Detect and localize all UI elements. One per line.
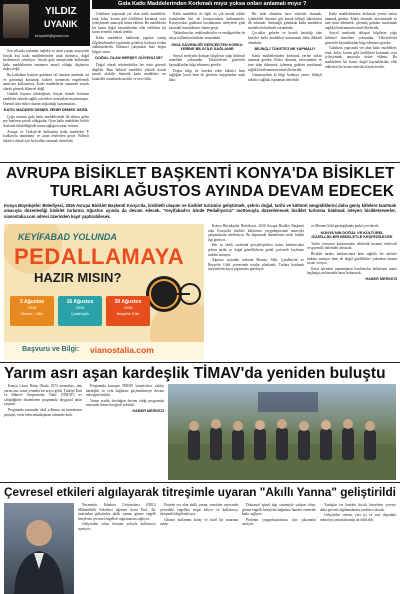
feature-subheading-4: BİLİNÇLİ TÜKETİCİ NE YAPMALI? bbox=[254, 47, 316, 52]
story3-col-4: Yanlışlar ise hareket kısıtlı bireylerin çevreyi daha güvenli algılamalarına yardımcı olacak. Geliştirilen sistem, yurt içi ve yurt dışındaki teknoloji yarışmalarında da ödül aldı. bbox=[320, 503, 396, 522]
researcher-portrait bbox=[4, 503, 74, 594]
story2-byline: HABER MERKEZİ bbox=[132, 408, 164, 413]
divider-1 bbox=[0, 162, 400, 163]
story1-headline-line2: TURLARI AĞUSTOS AYINDA DEVAM EDECEK bbox=[50, 183, 395, 200]
poster-title: PEDALLAMAYA bbox=[14, 244, 185, 269]
columnist-avatar bbox=[3, 4, 29, 38]
divider-3 bbox=[0, 482, 400, 483]
poster-footer-site[interactable]: vianostalia.com bbox=[90, 345, 154, 355]
columnist-surname: UYANIK bbox=[44, 19, 78, 29]
timav-group-photo bbox=[168, 384, 396, 480]
story1-subheading: KONYA'NIN DOĞAL VE KÜLTÜREL GÜZELLİKLERİ BİSİKLETLE KEŞFEDİLECEK bbox=[311, 230, 393, 240]
story1-byline: HABER MERKEZİ bbox=[365, 276, 397, 281]
feature-col-5: Katkı maddelerinden korkmak yerine onları tanımak gerekir. Etiket okumak, mevsiminde ve taze ürün tüketmek, işlenmiş gıdaları sınırlamak sağlıklı beslenmenin temel ilkeleridir. Sosyal medyada dolaşan bilgilerin çoğu bilimsel temelden yoksundur. Tüketicilerin güvenilir kaynaklardan bilgi edinmesi gerekir. Gıdaların yapısında yer alan katkı maddeleri; renk, koku, kıvam gibi özellikleri korumak veya iyileştirmek amacıyla ürüne eklenir. Bu maddelerin bir kısmı doğal kaynaklardan elde edilirken bir kısmı sentetik olarak üretilir. bbox=[325, 12, 397, 69]
columnist-subheading: KATKI MADDESİ DEMEK ZEHİR DEMEK DEĞİL bbox=[3, 108, 89, 113]
poster-date-3: 30 Ağustos 2026 Beyşehir Gölü bbox=[106, 296, 150, 326]
feature-col-2: Gıdaların yapısında yer alan katkı maddeleri; renk, koku, kıvam gibi özellikleri korumak veya iyileştirmek amacıyla ürüne eklenir. Bu maddelerin bir kısmı doğal kaynaklardan elde edilirken bir kısmı sentetik olarak üretilir. Katkı maddeleri hakkında yapılan yanlış bilgilendirmeler toplumda gereksiz korkuya neden olabilmektedir. Bilimsel çalışmalar bize doğru bilgiyi sunar. DOĞAL OLAN HERŞEY GÜVENLİ Mİ? Doğal olarak nitelendirilen her ürün güvenli değildir. Bazı bitkisel maddeler yüksek dozda zararlı olabilir. Sentetik katkı maddeleri ise kontrollü ortamlarda üretilir ve test edilir. bbox=[92, 12, 166, 81]
poster-footer-label: Başvuru ve Bilgi: bbox=[22, 346, 80, 353]
story3-col-3: Dokunsal işitsel algı sistemiyle çalışan cihaz, görme engelli bireylerin bağımsız hareket etmesine katkı sağlıyor. Projenin yaygınlaştırılması için çalışmalar sürüyor. bbox=[242, 503, 316, 527]
story1-col-mid: Konya Büyükşehir Belediyesi, 2026 Avrupa Bisiklet Başkenti olan Konya'da bisiklet kültürünü yaygınlaştırmak amacıyla çalışmalarını sürdürüyor. Bu kapsamda düzenlenen turlar büyük ilgi görüyor. Her ay farklı rotalarda gerçekleştirilen turlar, katılımcılara şehrin tarihi ve doğal güzelliklerini pedal çevirerek keşfetme imkânı sunuyor. Ağustos ayındaki turlarda Meram, Sille, Çatalhöyük ve Beyşehir Gölü çevresinde rotalar planlandı. Turlara katılmak isteyenlerin kayıt yaptırması gerekiyor. bbox=[208, 224, 304, 272]
feature-col-4: Bir ürün almadan önce etiketini okumak, içindekiler listesine göz atmak bilinçli tüketicinin ilk adımıdır. Ambalajlı gıdalarda katkı maddeleri mutlaka belirtilmek zorundadır. Çocuklar, gebeler ve kronik hastalığı olan bireyler katkı maddeleri konusunda daha dikkatli olmalıdır. BİLİNÇLİ TÜKETİCİ NE YAPMALI? Katkı maddelerinden korkmak yerine onları tanımak gerekir. Etiket okumak, mevsiminde ve taze ürün tüketmek, işlenmiş gıdaları sınırlamak sağlıklı beslenmenin temel ilkeleridir. Unutmayalım ki bilgi korkuyu yener; bilinçli tüketici sağlıklı toplumun temelidir. bbox=[248, 12, 322, 82]
columnist-email[interactable]: kenyabitil@gmail.com bbox=[35, 34, 70, 38]
poster-script: KEYİFABAD YOLUNDA bbox=[18, 232, 117, 242]
columnist-name: YILDIZ bbox=[45, 6, 77, 17]
story3-col-2: Projede yer alan akıllı yanna, sensörler sayesinde çevredeki engelleri tespit ediyor ve kullanıcıyı titreşimle bilgilendiriyor. Cihazın kullanımı kolay ve hafif bir tasarıma sahip. bbox=[160, 503, 238, 527]
story1-headline-line1: AVRUPA BİSİKLET BAŞKENTİ KONYA'DA BİSİKLET bbox=[6, 165, 395, 182]
story1-col-right: ve Meram Gölü güzergâhında pedal çevrilecek. KONYA'NIN DOĞAL VE KÜLTÜREL GÜZELLİKLERİ BİSİKLETLE KEŞFEDİLECEK Turlar süresince katılımcılara rehberlik hizmeti verilecek ve güvenlik önlemleri alınacak. Bisiklet turları, katılımcılara hem sağlıklı bir aktivite imkânı sunuyor hem de doğal güzellikleri yakından tanıma fırsatı veriyor. Kayıt işlemleri tamamlanan katılımcılar belirlenen saatte başlangıç noktasında hazır bulunacak. HABER MERKEZİ bbox=[307, 224, 397, 281]
feature-col-3: Katkı maddeleri ile ilgili en çok merak edilen konulardan biri de koruyucuların kullanımıdır. Koruyucular gıdaların bozulmasını önleyerek gıda kaynaklı hastalıkların önüne geçer. Tatlandırıcılar, renklendiriciler ve emülgatörler de sıkça kullanılan katkılar arasındadır. GIDA GÜVENLİĞİ GERÇEKTEN KORKU YERİNE BİLGİ İLE SAĞLANIR Sosyal medyada dolaşan bilgilerin çoğu bilimsel temelden yoksundur. Tüketicilerin güvenilir kaynaklardan bilgi edinmesi gerekir. Doğru bilgi ile hareket eden tüketici hem sağlığını korur hem de gereksiz kaygılardan uzak kalır. bbox=[169, 12, 245, 82]
poster-subtitle: HAZIR MISIN? bbox=[34, 270, 122, 285]
feature-subheading-2: DOĞAL OLAN HERŞEY GÜVENLİ Mİ? bbox=[95, 56, 163, 61]
story2-headline: Yarım asrı aşan kardeşlik TİMAV'da yeniden buluştu bbox=[4, 365, 386, 382]
columnist-header bbox=[0, 0, 90, 46]
bicycle-tour-poster bbox=[4, 224, 204, 360]
feature-headline: Gıda Katkı Maddelerinden Korkmalı mıyız yoksa onları anlamalı mıyız ? bbox=[118, 1, 307, 7]
researcher-silhouette bbox=[4, 503, 74, 594]
divider-2 bbox=[0, 362, 400, 363]
poster-date-2: 16 Ağustos 2026 Çatalhöyük bbox=[58, 296, 102, 326]
story1-lead: Konya Büyükşehir Belediyesi, 2026 Avrupa Bisiklet Başkenti Konya'da, bisikletli ulaşımı ve bisiklet turizmini geliştirmek, şehrin doğal, tarihi ve kültürel zenginliklerini daha geniş kitlelere tanıtmak amacıyla düzenlediği bisiklet turlarına Ağustos ayında da devam edecek. "Keyifabad'ın İzinde Pedallıyoruz" mottosuyla düzenlenecek bisiklet turlarına katılmak isteyen bisikletseverler, vianostalia.com adresi üzerinden kayıt yaptırabilecek. bbox=[4, 203, 396, 219]
poster-date-1: 2 Ağustos 2026 Meram – Sille bbox=[10, 296, 54, 326]
story2-col-2: Programda konuşan TİMAV yöneticileri, vakfın kardeşlik ve vefa bağlarını güçlendirmeye devam edeceğini belirtti. Yarım asırlık dostluğun devam ettiği programda mezunlar hatıra fotoğrafı çektirdi. HABER MERKEZİ bbox=[86, 384, 164, 413]
story2-col-1: Konya Lisesi Hatip Okulu 1974 mezunları, tam yarım asır sonra yeniden bir araya geldi. Türkiye İlim ve Mânevî Araştırmalar Vakfı (TİMAV) ev sahipliğinde düzenlenen programda duygusal anlar yaşandı. Programda mezunlar okul yıllarına ait hatıralarını paylaştı, vefat eden arkadaşlarını rahmetle andı. bbox=[4, 384, 82, 417]
story3-headline: Çevresel etkileri algılayarak titreşimle uyaran "Akıllı Yanna" geliştirildi bbox=[4, 485, 396, 499]
feature-subheading-3: GIDA GÜVENLİĞİ GERÇEKTEN KORKU YERİNE BİLGİ İLE SAĞLANIR bbox=[171, 42, 243, 52]
story3-col-1: Necmettin Erbakan Üniversitesi (NEÜ) Mühendislik Fakültesi öğretim üyesi Prof. Dr. tarafından geliştirilen akıllı yanna, görme engelli bireylerin çevresel engelleri algılamasını sağlıyor. Geliştirilen cihaz titreşim yoluyla kullanıcıyı uyarıyor. bbox=[78, 503, 156, 531]
columnist-text: Son yıllarda yaşlanan, sağlıklı ve uzun yaşam arayışında birçok kişi katkı maddelerinden uzak durmaya, doğal beslenmeye yöneliyor. Ancak gıda sanayisinde kullanılan katkı maddelerinin tamamen zararlı olduğu düşüncesi doğru değil. Bu katkıların bazıları gıdaların raf ömrünü uzatmak, tat ve görünüşü korumak, bakteri üremesini engellemek amacıyla kullanılıyor. Katkı maddelerini tamamen zararlı olarak görmek bilimsel değil. Günlük hayatta tükettiğimiz birçok üründe bulunan maddeler aslında sağlık otoriteleri tarafından onaylanmıştır. Önemli olan etiket okuma alışkanlığı kazanmaktır. KATKI MADDESİ DEMEK ZEHİR DEMEK DEĞİL Çoğu insanın gıda katkı maddelerinde ilk aklına gelen şey bunların zararlı olduğudur. Oysa katkı maddeleri belirli dozlarda tüketildiğinde insan sağlığına zarar vermez. Avrupa ve Türkiye'de kullanılan katkı maddeleri E kodlarıyla tanımlanır ve uzun testlerden geçer. Bilinçli tüketici olmak için bu kodları tanımak önemlidir. bbox=[3, 49, 89, 143]
group-people-silhouettes bbox=[168, 384, 396, 480]
